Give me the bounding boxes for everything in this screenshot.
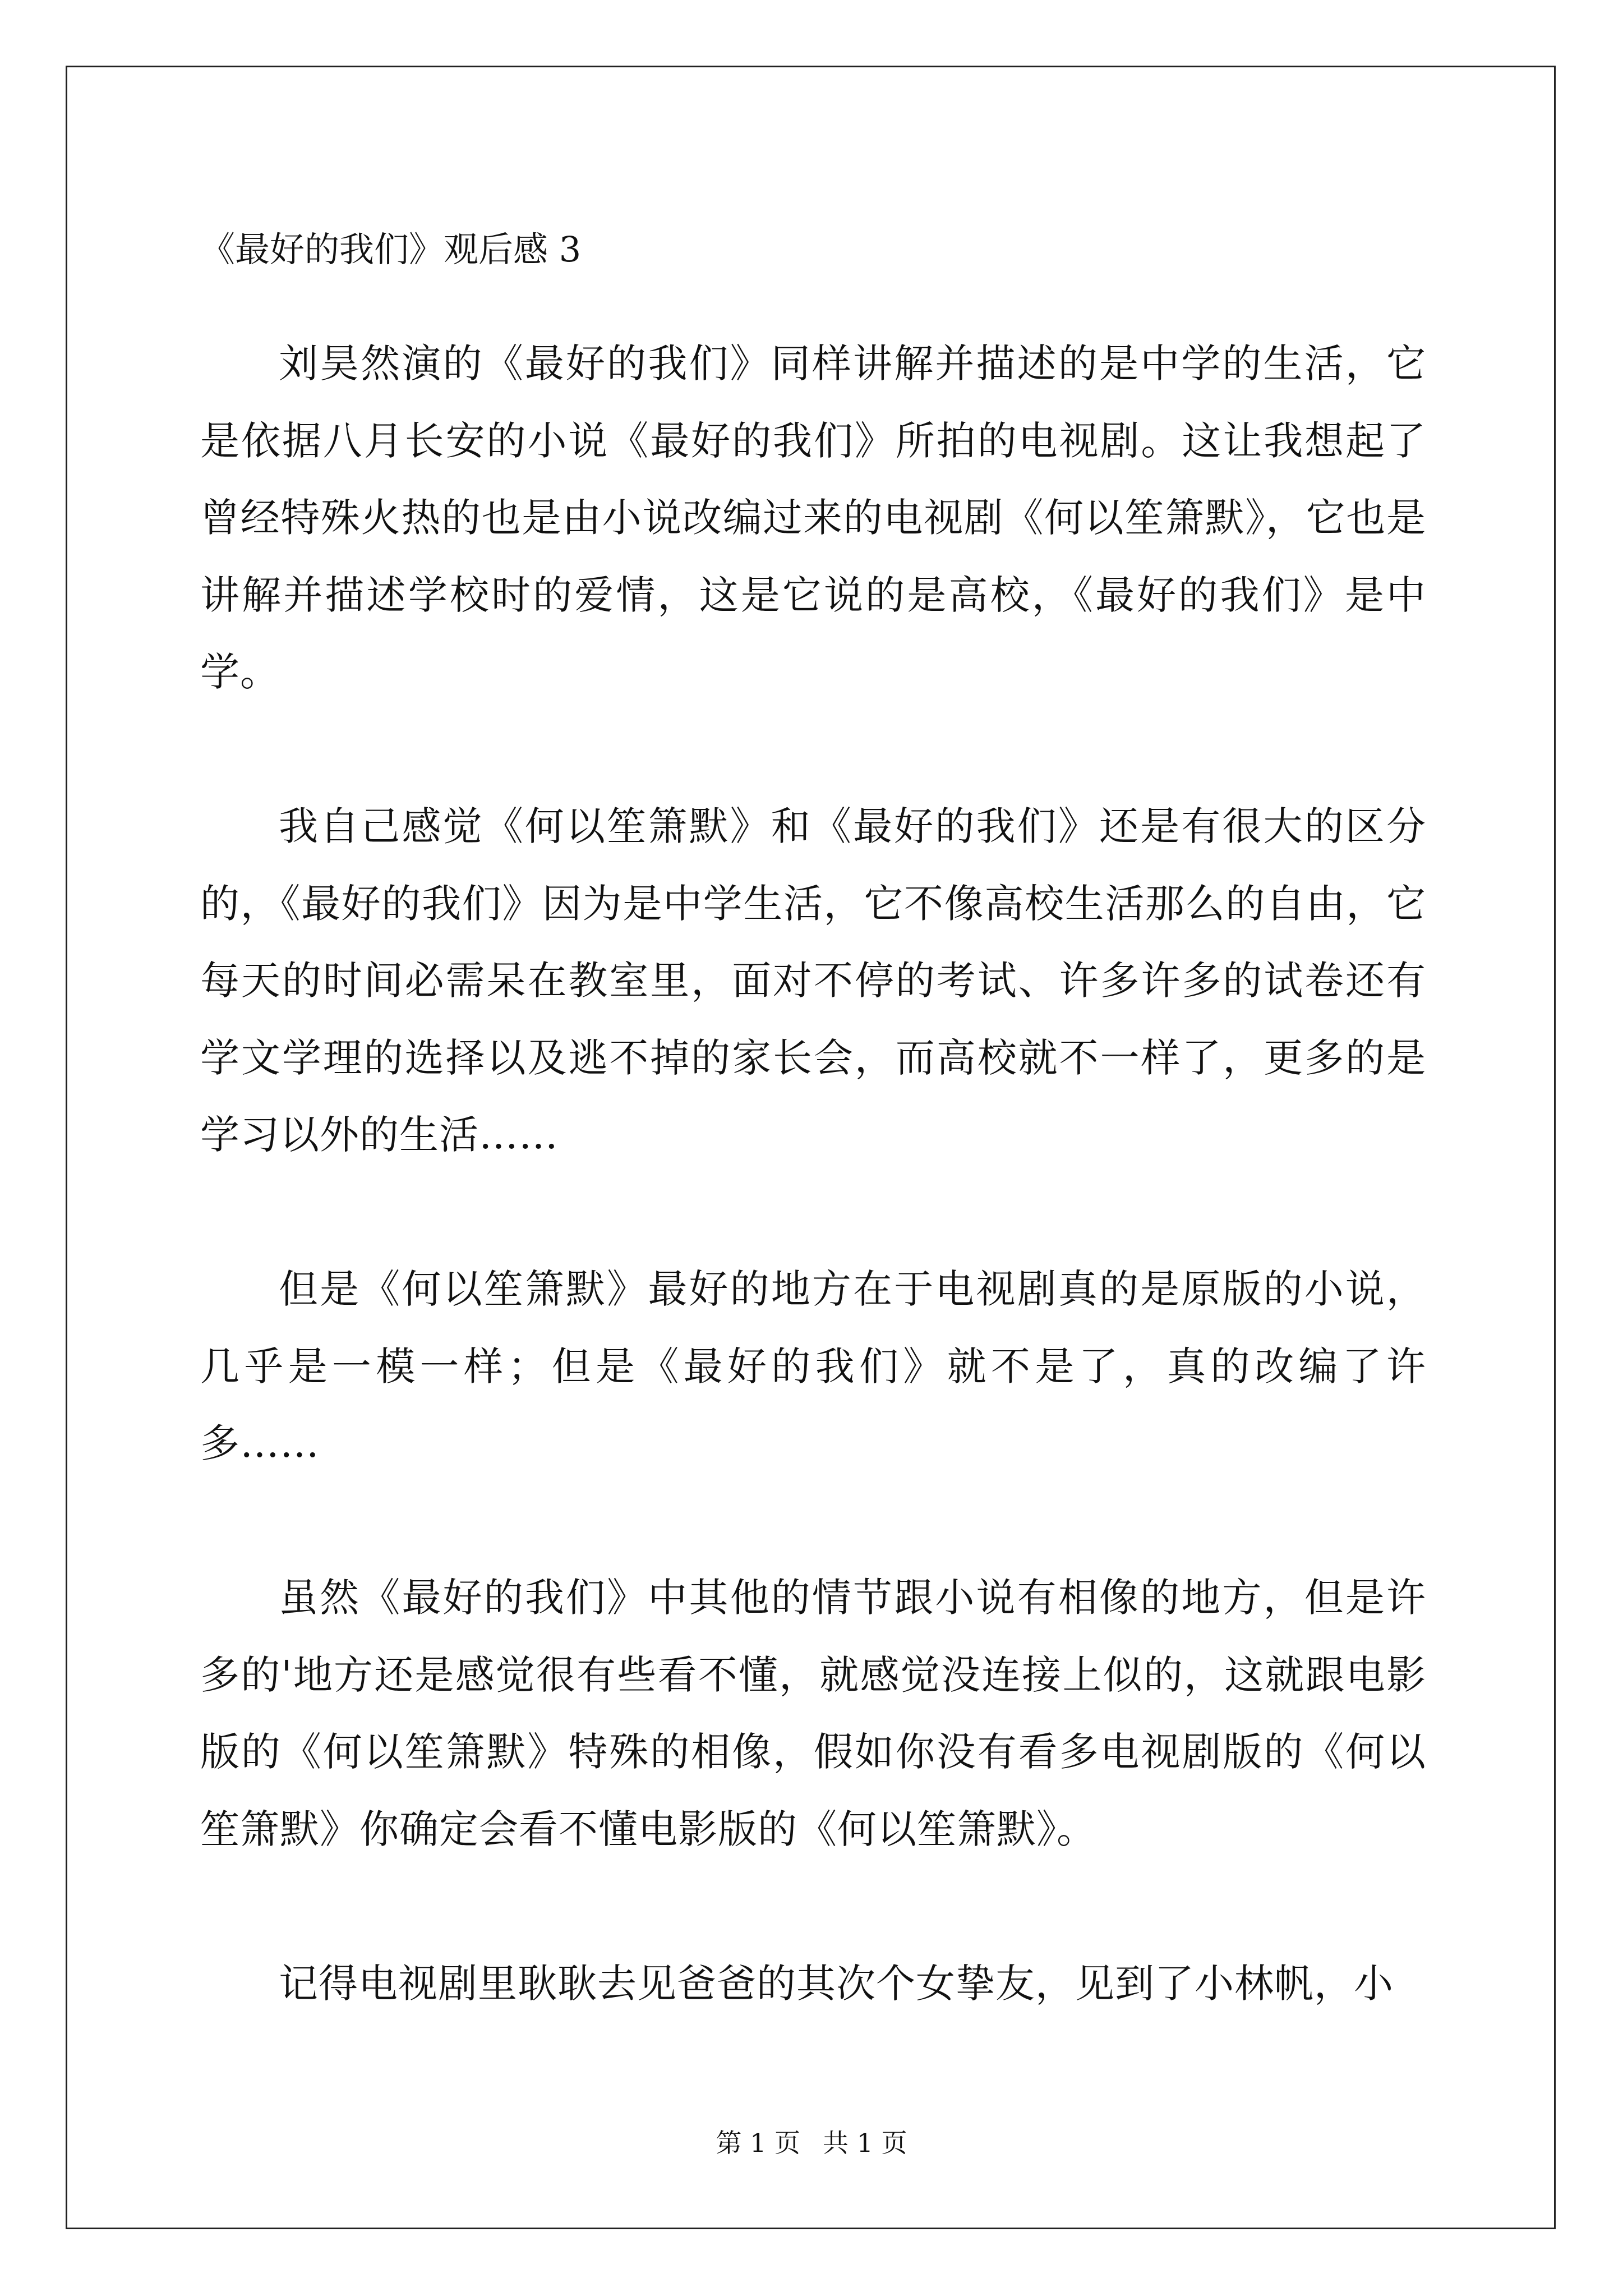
- page-total: 共 1 页: [823, 2128, 907, 2158]
- page-footer: [0, 2126, 1623, 2160]
- page-number: 第 1 页: [716, 2128, 800, 2158]
- paragraph-5: 记得电视剧里耿耿去见爸爸的其次个女挚友，见到了小林帆，小: [279, 1960, 1394, 2007]
- paragraph-4: 虽然《最好的我们》中其他的情节跟小说有相像的地方，但是许多的'地方还是感觉很有些看不懂，就感觉没连接上似的，这就跟电影版的《何以笙箫默》特殊的相像，假如你没有看多电视剧版的《何以笙箫默》你确定会看不懂电影版的《何以笙箫默》。: [200, 1575, 1426, 1852]
- paragraph-2: 我自己感觉《何以笙箫默》和《最好的我们》还是有很大的区分的，《最好的我们》因为是中学生活，它不像高校生活那么的自由，它每天的时间必需呆在教室里，面对不停的考试、许多许多的试卷还有学文学理的选择以及逃不掉的家长会，而高校就不一样了，更多的是学习以外的生活……: [200, 803, 1426, 1158]
- document-body: [200, 213, 1426, 2022]
- document-title: 《最好的我们》观后感 3: [200, 229, 582, 270]
- paragraph-3: 但是《何以笙箫默》最好的地方在于电视剧真的是原版的小说，几乎是一模一样；但是《最好的我们》就不是了，真的改编了许多……: [200, 1266, 1426, 1466]
- paragraph-1: 刘昊然演的《最好的我们》同样讲解并描述的是中学的生活，它是依据八月长安的小说《最好的我们》所拍的电视剧。这让我想起了曾经特殊火热的也是由小说改编过来的电视剧《何以笙箫默》，它也是讲解并描述学校时的爱情，这是它说的是高校，《最好的我们》是中学。: [200, 341, 1426, 695]
